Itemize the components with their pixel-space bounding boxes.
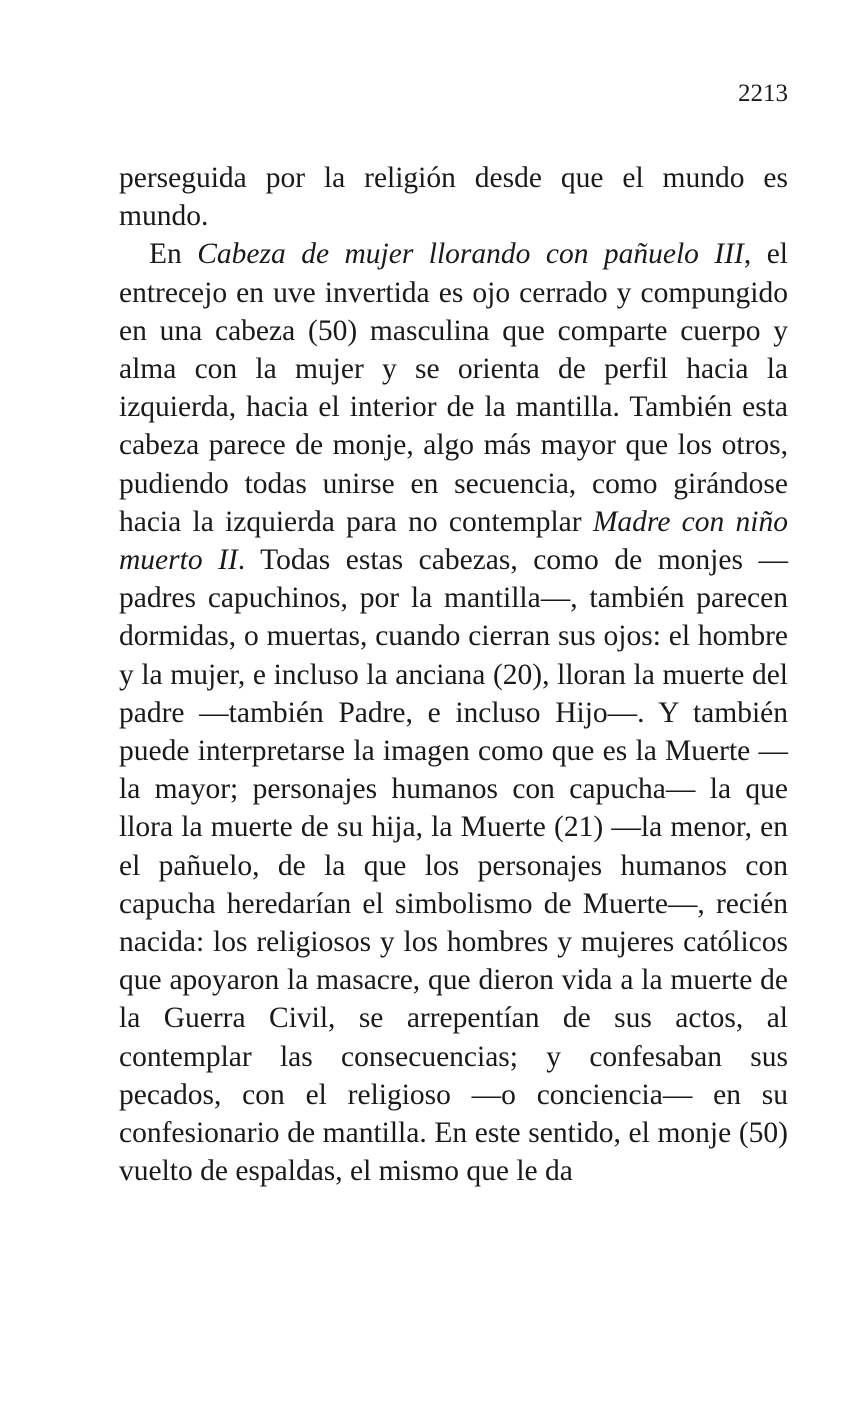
artwork-title-1: Cabeza de mujer llorando con pañuelo III bbox=[197, 238, 744, 271]
body-text bbox=[119, 159, 788, 1190]
page-number: 2213 bbox=[738, 80, 788, 107]
paragraph-2 bbox=[119, 235, 788, 1190]
paragraph-2-text-3: . Todas estas cabezas, como de monjes —padres capuchinos, por la mantilla—, también parecen dormidas, o muertas, cuando cierran sus ojos: el hombre y la mujer, e incluso la anciana (20), lloran la muerte del padre —también Padre, e incluso Hijo—. Y también puede interpretarse la imagen como que es la Muerte —la mayor; personajes humanos con capucha— la que llora la muerte de su hija, la Muerte (21) —la menor, en el pañuelo, de la que los personajes humanos con capucha heredarían el simbolismo de Muerte—, recién nacida: los religiosos y los hombres y mujeres católicos que apoyaron la masacre, que dieron vida a la muerte de la Guerra Civil, se arrepentían de sus actos, al contemplar las consecuencias; y confesaban sus pecados, con el religioso —o conciencia— en su confesionario de mantilla. En este sentido, el monje (50) vuelto de espaldas, el mismo que le da bbox=[119, 544, 788, 1188]
paragraph-2-text-1: En bbox=[149, 238, 198, 271]
artwork-title-2: Madre con niño muerto II bbox=[119, 505, 788, 577]
paragraph-1: perseguida por la religión desde que el mundo es mundo. bbox=[119, 162, 788, 233]
paragraph-2-text-2: , el entrecejo en uve invertida es ojo cerrado y compungido en una cabeza (50) masculina que comparte cuerpo y alma con la mujer y se orienta de perfil hacia la izquierda, hacia el interior de la mantilla. También esta cabeza parece de monje, algo más mayor que los otros, pudiendo todas unirse en secuencia, como girándose hacia la izquierda para no contemplar bbox=[119, 238, 788, 538]
